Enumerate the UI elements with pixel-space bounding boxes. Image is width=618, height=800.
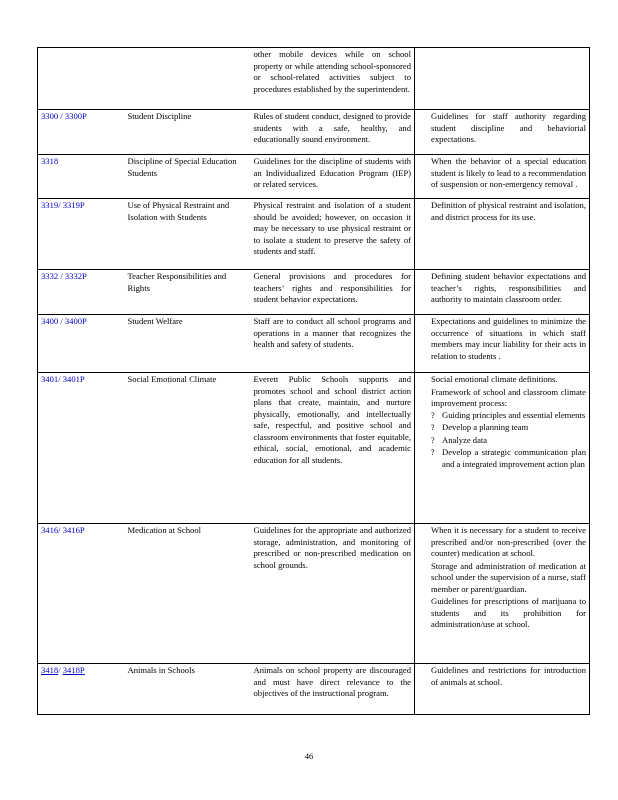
- policy-subnote-item: [431, 435, 586, 447]
- policy-subnote-item: [431, 422, 586, 434]
- policy-title: Student Welfare: [127, 316, 183, 326]
- policy-row: [38, 110, 590, 155]
- policy-row: [38, 664, 590, 715]
- policy-row: [38, 315, 590, 373]
- policy-description: Everett Public Schools supports and promotes school and school district action plans that create, maintain, and nurture physically, emotionally, and intellectually safe, respectful, and positive school and classroom environments that foster equitable, ethical, social, emotional, and academic education for all students.: [253, 374, 411, 465]
- policy-description-cell: [251, 373, 415, 524]
- policy-description: General provisions and procedures for teachers’ rights and responsibilities for student behavior expectations.: [253, 271, 411, 304]
- policy-note-item: [418, 271, 586, 306]
- policy-description-cell: [251, 110, 415, 155]
- policy-code-link[interactable]: 3319/ 3319P: [41, 200, 85, 210]
- question-mark-bullet-icon: ?: [431, 410, 435, 420]
- policy-notes-cell: [415, 110, 590, 155]
- policy-notes-cell: [415, 48, 590, 110]
- policy-note-item: [418, 561, 586, 596]
- policy-description: Guidelines for the discipline of students with an Individualized Education Program (IEP) or related services.: [253, 156, 411, 189]
- policy-title-cell: [125, 373, 251, 524]
- policy-note-item: [418, 316, 586, 362]
- policy-description-cell: [251, 199, 415, 270]
- policy-description-cell: [251, 270, 415, 315]
- policy-note-text: Social emotional climate definitions.: [431, 374, 558, 384]
- policy-description-cell: [251, 664, 415, 715]
- policy-note-item: [418, 374, 586, 386]
- policy-title-cell: [125, 270, 251, 315]
- policy-description: Animals on school property are discouraged and must have direct relevance to the objectives of the instructional program.: [253, 665, 411, 698]
- policy-row: [38, 199, 590, 270]
- question-mark-bullet-icon: ?: [431, 435, 435, 445]
- policy-description: Staff are to conduct all school programs and operations in a manner that recognizes the health and safety of students.: [253, 316, 411, 349]
- policy-row: [38, 48, 590, 110]
- policy-code-cell: [38, 48, 125, 110]
- policy-note-text: Defining student behavior expectations and teacher’s rights, responsibilities and authority to maintain classroom order.: [431, 271, 586, 304]
- policy-subnote-item: [431, 447, 586, 470]
- policy-note-item: [418, 387, 586, 471]
- policy-row: [38, 373, 590, 524]
- policy-table-container: [37, 47, 589, 715]
- policy-row: [38, 270, 590, 315]
- policy-note-text: Guidelines for prescriptions of marijuana to students and its prohibition for administration/use at school.: [431, 596, 586, 629]
- policy-description: Rules of student conduct, designed to provide students with a safe, healthy, and educationally sound environment.: [253, 111, 411, 144]
- policy-code-cell: [38, 155, 125, 199]
- policy-note-item: [418, 200, 586, 223]
- policy-code-link[interactable]: 3418: [41, 665, 59, 675]
- policy-note-text: When the behavior of a special education student is likely to lead to a recommendation of suspension or non-emergency removal .: [431, 156, 586, 189]
- policy-code-link[interactable]: 3416/ 3416P: [41, 525, 85, 535]
- policy-title: Use of Physical Restraint and Isolation with Students: [127, 200, 230, 222]
- policy-code-link[interactable]: 3332 / 3332P: [41, 271, 87, 281]
- policy-title-cell: [125, 155, 251, 199]
- policy-table-body: [38, 48, 590, 715]
- policy-notes-cell: [415, 315, 590, 373]
- policy-notes-cell: [415, 270, 590, 315]
- policy-note-item: [418, 596, 586, 631]
- policy-code-cell: [38, 110, 125, 155]
- policy-note-text: Expectations and guidelines to minimize the occurrence of situations in which staff members may incur liability for their acts in relation to students .: [431, 316, 586, 361]
- policy-title: Animals in Schools: [127, 665, 195, 675]
- policy-notes-cell: [415, 155, 590, 199]
- policy-notes-list: [418, 271, 586, 306]
- policy-subnote-text: Guiding principles and essential elements: [442, 409, 586, 420]
- policy-notes-cell: [415, 373, 590, 524]
- policy-title: Student Discipline: [127, 111, 192, 121]
- policy-subnote-text: Analyze data: [442, 434, 488, 445]
- policy-title-cell: [125, 664, 251, 715]
- policy-code-link[interactable]: 3318: [41, 156, 59, 166]
- policy-title: Teacher Responsibilities and Rights: [127, 271, 227, 293]
- policy-note-item: [418, 665, 586, 688]
- policy-code-cell: [38, 199, 125, 270]
- page-number: 46: [304, 751, 314, 761]
- policy-subnote-text: Develop a planning team: [442, 422, 529, 432]
- policy-subnote-item: [431, 410, 586, 422]
- policy-note-item: [418, 156, 586, 191]
- policy-note-text: Framework of school and classroom climate improvement process:: [431, 386, 586, 408]
- policy-row: [38, 155, 590, 199]
- policy-code-cell: [38, 270, 125, 315]
- policy-title: Medication at School: [127, 525, 202, 535]
- policy-notes-list: [418, 156, 586, 191]
- question-mark-bullet-icon: ?: [431, 423, 435, 432]
- policy-note-text: Definition of physical restraint and isolation, and district process for its use.: [431, 200, 586, 222]
- policy-subnote-text: Develop a strategic communication plan and a integrated improvement action plan: [442, 447, 586, 469]
- policy-note-item: [418, 525, 586, 560]
- policy-description: other mobile devices while on school property or while attending school-sponsored or school-related activities subject to procedures established by the superintendent.: [253, 49, 411, 94]
- policy-description: Physical restraint and isolation of a student should be avoided; however, on occasion it may be necessary to use physical restraint or to isolate a student to preserve the safety of students and staff.: [253, 200, 411, 256]
- policy-code-link[interactable]: 3400 / 3400P: [41, 316, 87, 326]
- policy-code-cell: [38, 315, 125, 373]
- policy-notes-cell: [415, 199, 590, 270]
- policy-description-cell: [251, 315, 415, 373]
- policy-description-cell: [251, 524, 415, 664]
- policy-row: [38, 524, 590, 664]
- policy-table: [37, 47, 590, 715]
- policy-code-link[interactable]: 3300 / 3300P: [41, 111, 87, 121]
- policy-notes-list: [418, 665, 586, 688]
- policy-notes-list: [418, 316, 586, 362]
- policy-notes-cell: [415, 524, 590, 664]
- policy-code-cell: [38, 664, 125, 715]
- policy-notes-list: [418, 111, 586, 146]
- policy-note-text: Guidelines for staff authority regarding student discipline and behaviorial expectations.: [431, 111, 586, 144]
- policy-notes-cell: [415, 664, 590, 715]
- policy-title: Social Emotional Climate: [127, 374, 217, 384]
- policy-title-cell: [125, 315, 251, 373]
- policy-title-cell: [125, 524, 251, 664]
- question-mark-bullet-icon: ?: [431, 448, 435, 457]
- policy-notes-list: [418, 525, 586, 631]
- policy-title-cell: [125, 199, 251, 270]
- policy-note-text: When it is necessary for a student to receive prescribed and/or non-prescribed (over the counter) medication at school.: [431, 525, 586, 558]
- policy-note-item: [418, 111, 586, 146]
- policy-note-text: Guidelines and restrictions for introduction of animals at school.: [431, 665, 586, 687]
- policy-notes-list: [418, 200, 586, 223]
- policy-code-link[interactable]: 3401/ 3401P: [41, 374, 85, 384]
- policy-description-cell: [251, 48, 415, 110]
- policy-note-text: Storage and administration of medication at school under the supervision of a nurse, staff member or parent/guardian.: [431, 560, 586, 594]
- policy-description: Guidelines for the appropriate and authorized storage, administration, and monitoring of prescribed or non-prescribed medication on school grounds.: [253, 525, 411, 570]
- policy-code-separator: /: [58, 665, 63, 675]
- policy-title: Discipline of Special Education Students: [127, 156, 237, 178]
- policy-notes-list: [418, 374, 586, 470]
- policy-title-cell: [125, 48, 251, 110]
- policy-code-cell: [38, 373, 125, 524]
- policy-title-cell: [125, 110, 251, 155]
- policy-code-link[interactable]: 3418P: [62, 665, 85, 675]
- policy-code-cell: [38, 524, 125, 664]
- policy-description-cell: [251, 155, 415, 199]
- policy-subnotes-list: [431, 410, 586, 471]
